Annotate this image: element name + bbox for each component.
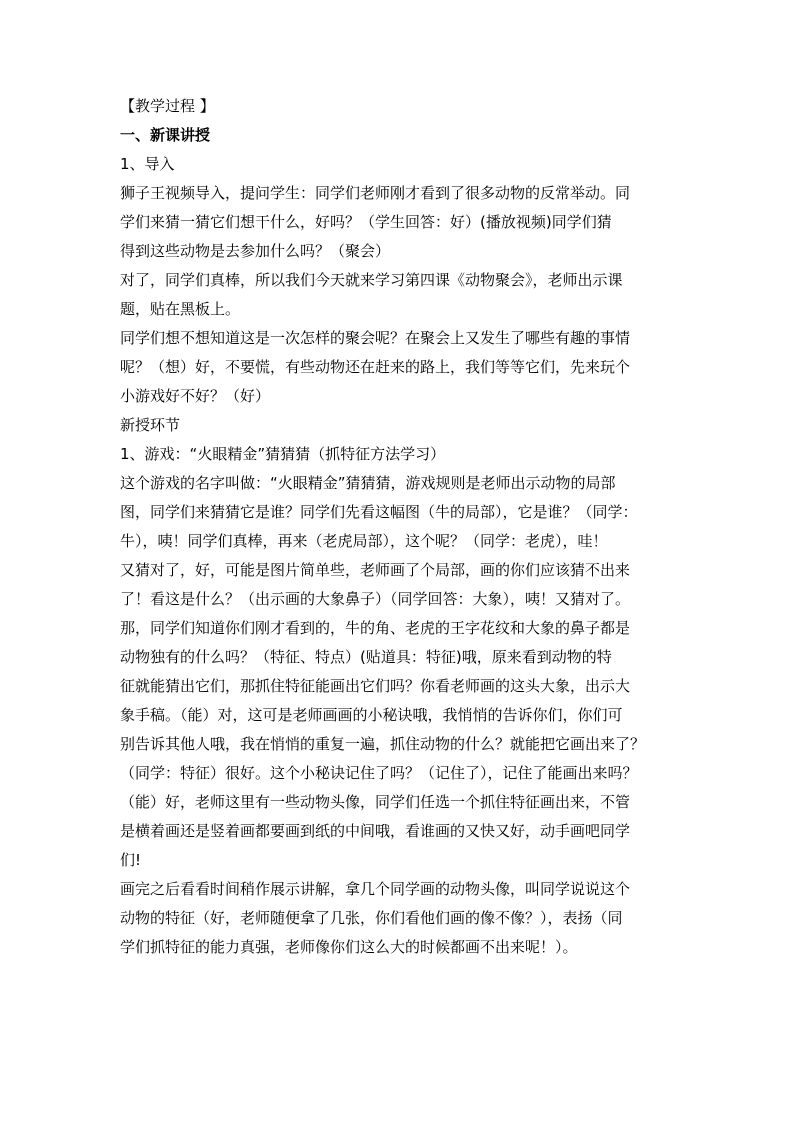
paragraph-line: 动物的特征（好，老师随便拿了几张，你们看他们画的像不像？），表扬（同 — [120, 909, 623, 927]
paragraph-line: 牛），咦！同学们真棒，再来（老虎局部），这个呢？（同学：老虎），哇！ — [120, 532, 608, 550]
document-page — [120, 92, 695, 962]
section-heading-teaching-process: 【教学过程 】 — [120, 97, 215, 115]
paragraph-line: 又猜对了，好，可能是图片简单些，老师画了个局部，画的你们应该猜不出来 — [120, 561, 631, 579]
paragraph-line: 小游戏好不好？（好） — [120, 387, 271, 405]
paragraph-line: 动物独有的什么吗？（特征、特点）(贴道具：特征)哦，原来看到动物的特 — [120, 648, 612, 666]
paragraph-line: 那，同学们知道你们刚才看到的，牛的角、老虎的王字花纹和大象的鼻子都是 — [120, 619, 631, 637]
paragraph-line: 学们来猜一猜它们想干什么，好吗？（学生回答：好）(播放视频)同学们猜 — [120, 213, 612, 231]
paragraph-line: 学们抓特征的能力真强，老师像你们这么大的时候都画不出来呢！）。 — [120, 938, 578, 956]
paragraph-line: 是横着画还是竖着画都要画到纸的中间哦，看谁画的又快又好，动手画吧同学 — [120, 822, 631, 840]
paragraph-line: 同学们想不想知道这是一次怎样的聚会呢？在聚会上又发生了哪些有趣的事情 — [120, 329, 631, 347]
paragraph-line: （同学：特征）很好。这个小秘诀记住了吗？（记住了），记住了能画出来吗？ — [120, 764, 638, 782]
paragraph-line: 对了，同学们真棒，所以我们今天就来学习第四课《动物聚会》，老师出示课 — [120, 271, 623, 289]
paragraph-line: 题，贴在黑板上。 — [120, 300, 241, 318]
subheading-introduction: 1、导入 — [120, 155, 175, 173]
paragraph-line: 们! — [120, 851, 142, 869]
paragraph-line: 狮子王视频导入，提问学生：同学们老师刚才看到了很多动物的反常举动。同 — [120, 184, 631, 202]
paragraph-line: 这个游戏的名字叫做：“火眼精金”猜猜猜，游戏规则是老师出示动物的局部 — [120, 474, 616, 492]
paragraph-line: 别告诉其他人哦，我在悄悄的重复一遍，抓住动物的什么？就能把它画出来了？ — [120, 735, 646, 753]
paragraph-line: 图，同学们来猜猜它是谁？同学们先看这幅图（牛的局部），它是谁？（同学： — [120, 503, 638, 521]
subheading-game: 1、游戏：“火眼精金”猜猜猜（抓特征方法学习） — [120, 445, 446, 463]
paragraph-line: 得到这些动物是去参加什么吗？（聚会） — [120, 242, 391, 260]
paragraph-line: 征就能猜出它们，那抓住特征能画出它们吗？你看老师画的这头大象，出示大 — [120, 677, 631, 695]
paragraph-line: 了！看这是什么？（出示画的大象鼻子）（同学回答：大象），咦！又猜对了。 — [120, 590, 631, 608]
paragraph-line: （能）好，老师这里有一些动物头像，同学们任选一个抓住特征画出来，不管 — [120, 793, 631, 811]
subheading-new-teaching: 新授环节 — [120, 416, 181, 434]
section-heading-new-lesson: 一、新课讲授 — [120, 126, 211, 144]
paragraph-line: 呢？（想）好，不要慌，有些动物还在赶来的路上，我们等等它们，先来玩个 — [120, 358, 631, 376]
paragraph-line: 象手稿。（能）对，这可是老师画画的小秘诀哦，我悄悄的告诉你们，你们可 — [120, 706, 623, 724]
paragraph-line: 画完之后看看时间稍作展示讲解，拿几个同学画的动物头像，叫同学说说这个 — [120, 880, 631, 898]
